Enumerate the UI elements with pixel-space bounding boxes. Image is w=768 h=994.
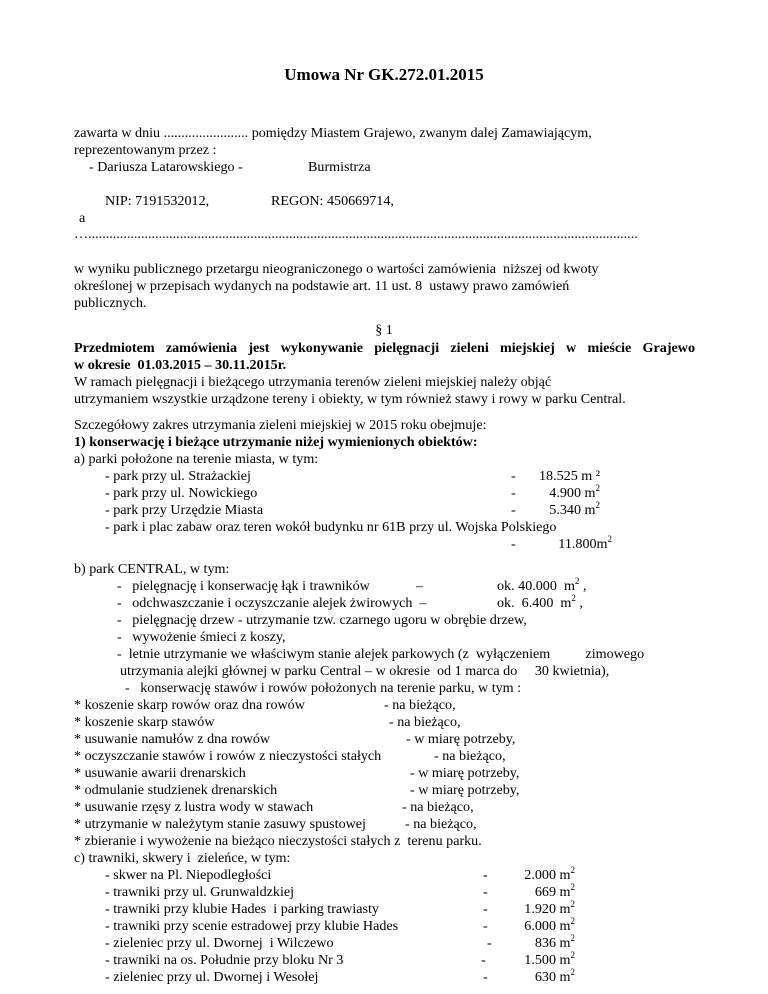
lawn-label: - trawniki przy ul. Grunwaldzkiej xyxy=(105,884,295,900)
lawn-label: - zieleniec przy ul. Dwornej i Wesołej xyxy=(105,969,319,985)
pond-task-frequency: - na bieżąco, xyxy=(389,714,461,730)
central-item: - letnie utrzymanie we właściwym stanie alejek parkowych (z wyłączeniem zimowego xyxy=(117,646,645,662)
contractor-blank-line: …............................................................................................................................................................ xyxy=(74,226,638,242)
central-item: - wywożenie śmieci z koszy, xyxy=(117,629,286,645)
park-dash: - xyxy=(511,502,516,518)
lawn-label: - trawniki przy scenie estradowej przy klubie Hades xyxy=(105,918,399,934)
pond-task: * koszenie skarp stawów xyxy=(74,714,215,730)
park-label: - park i plac zabaw oraz teren wokół budynku nr 61B przy ul. Wojska Polskiego xyxy=(105,519,557,535)
park-area: $11.800m^2$ xyxy=(558,534,612,552)
regon-number: REGON: 450669714, xyxy=(271,193,394,209)
central-item: - odchwaszczanie i oczyszczanie alejek żwirowych – xyxy=(117,595,427,611)
pond-task: * odmulanie studzienek drenarskich xyxy=(74,782,278,798)
parties-line-2: reprezentowanym przez : xyxy=(74,142,217,158)
pond-task-frequency: - na bieżąco, xyxy=(405,816,477,832)
pond-task-frequency: - na bieżąco, xyxy=(384,697,456,713)
park-central-heading: b) park CENTRAL, w tym: xyxy=(74,561,230,577)
lawn-label: - skwer na Pl. Niepodległości xyxy=(105,867,272,883)
intro-line-2: utrzymaniem wszystkie urządzone tereny i obiekty, w tym również stawy i rowy w parku Central. xyxy=(74,391,626,407)
park-area: 4.900 $m^2$ xyxy=(549,483,600,501)
park-area: 5.340 $m^2$ xyxy=(549,500,600,518)
intro-line-1: W ramach pielęgnacji i bieżącego utrzymania terenów zieleni miejskiej należy objąć xyxy=(74,374,552,390)
pond-task-frequency: - w miarę potrzeby, xyxy=(410,765,520,781)
park-label: - park przy ul. Nowickiego xyxy=(105,485,258,501)
representative-role: Burmistrza xyxy=(308,159,371,175)
lawn-area: 669 $m^2$ xyxy=(534,882,575,900)
central-item-continued: utrzymania alejki głównej w parku Central – w okresie od 1 marca do 30 kwietnia), xyxy=(120,663,610,679)
basis-line-3: publicznych. xyxy=(74,295,147,311)
pond-task-frequency: - w miarę potrzeby, xyxy=(406,731,516,747)
central-item: - pielęgnację i konserwację łąk i trawników xyxy=(117,578,370,594)
lawn-dash: - xyxy=(483,901,488,917)
nip-number: NIP: 7191532012, xyxy=(105,193,210,209)
subject-line-2: w okresie 01.03.2015 – 30.11.2015r. xyxy=(74,357,287,373)
central-item-area: ok. 6.400 $m^2$ , xyxy=(497,593,583,611)
pond-task-frequency: - na bieżąco, xyxy=(402,799,474,815)
section-heading: § 1 xyxy=(375,322,393,338)
central-item: - pielęgnację drzew - utrzymanie tzw. czarnego ugoru w obrębie drzew, xyxy=(117,612,527,628)
parties-line-1: zawarta w dniu ........................ pomiędzy Miastem Grajewo, zwanym dalej Zamawiającym, xyxy=(74,125,592,141)
parks-heading: a) parki położone na terenie miasta, w tym: xyxy=(74,451,319,467)
park-dash: - xyxy=(511,485,516,501)
lawn-dash: - xyxy=(483,918,488,934)
representative-name: - Dariusza Latarowskiego - xyxy=(89,159,243,175)
lawn-area: 1.500 $m^2$ xyxy=(524,950,575,968)
basis-line-1: w wyniku publicznego przetargu nieograniczonego o wartości zamówienia niższej od kwoty xyxy=(74,261,599,277)
central-item: - konserwację stawów i rowów położonych na terenie parku, w tym : xyxy=(125,680,522,696)
park-dash: - xyxy=(511,468,516,484)
point-1-heading: 1) konserwację i bieżące utrzymanie niżej wymienionych obiektów: xyxy=(74,434,478,450)
lawn-dash: - xyxy=(483,884,488,900)
pond-task: * utrzymanie w należytym stanie zasuwy spustowej xyxy=(74,816,366,832)
park-label: - park przy ul. Strażackiej xyxy=(105,468,251,484)
lawn-dash: - xyxy=(481,952,486,968)
pond-task: * usuwanie namułów z dna rowów xyxy=(74,731,271,747)
lawns-heading: c) trawniki, skwery i zieleńce, w tym: xyxy=(74,850,291,866)
pond-task: * zbieranie i wywożenie na bieżąco nieczystości stałych z terenu parku. xyxy=(74,833,482,849)
park-dash: - xyxy=(511,536,516,552)
scope-intro: Szczegółowy zakres utrzymania zieleni miejskiej w 2015 roku obejmuje: xyxy=(74,417,487,433)
lawn-label: - zieleniec przy ul. Dwornej i Wilczewo xyxy=(105,935,334,951)
lawn-area: 2.000 $m^2$ xyxy=(524,865,575,883)
lawn-label: - trawniki przy klubie Hades i parking trawiasty xyxy=(105,901,379,917)
park-label: - park przy Urzędzie Miasta xyxy=(105,502,264,518)
lawn-dash: - xyxy=(483,867,488,883)
lawn-area: 6.000 $m^2$ xyxy=(524,916,575,934)
lawn-dash: - xyxy=(487,935,492,951)
lawn-dash: - xyxy=(483,969,488,985)
pond-task: * oczyszczanie stawów i rowów z nieczystości stałych xyxy=(74,748,382,764)
conjunction-a: a xyxy=(79,210,86,226)
pond-task-frequency: - w miarę potrzeby, xyxy=(410,782,520,798)
lawn-label: - trawniki na os. Południe przy bloku Nr 3 xyxy=(105,952,344,968)
subject-line-1: Przedmiotem zamówienia jest wykonywanie pielęgnacji zieleni miejskiej w mieście Grajewo xyxy=(74,340,695,356)
lawn-area: 630 $m^2$ xyxy=(534,967,575,985)
central-item-area: ok. 40.000 $m^2$ , xyxy=(497,576,587,594)
central-item-dash: – xyxy=(416,578,424,594)
lawn-area: 1.920 $m^2$ xyxy=(524,899,575,917)
document-title: Umowa Nr GK.272.01.2015 xyxy=(284,65,484,84)
pond-task: * usuwanie awarii drenarskich xyxy=(74,765,246,781)
pond-task: * koszenie skarp rowów oraz dna rowów xyxy=(74,697,305,713)
pond-task: * usuwanie rzęsy z lustra wody w stawach xyxy=(74,799,314,815)
park-area: 18.525 m ² xyxy=(539,468,600,484)
basis-line-2: określonej w przepisach wydanych na podstawie art. 11 ust. 8 ustawy prawo zamówień xyxy=(74,278,570,294)
pond-task-frequency: - na bieżąco, xyxy=(434,748,506,764)
lawn-area: 836 $m^2$ xyxy=(534,933,575,951)
